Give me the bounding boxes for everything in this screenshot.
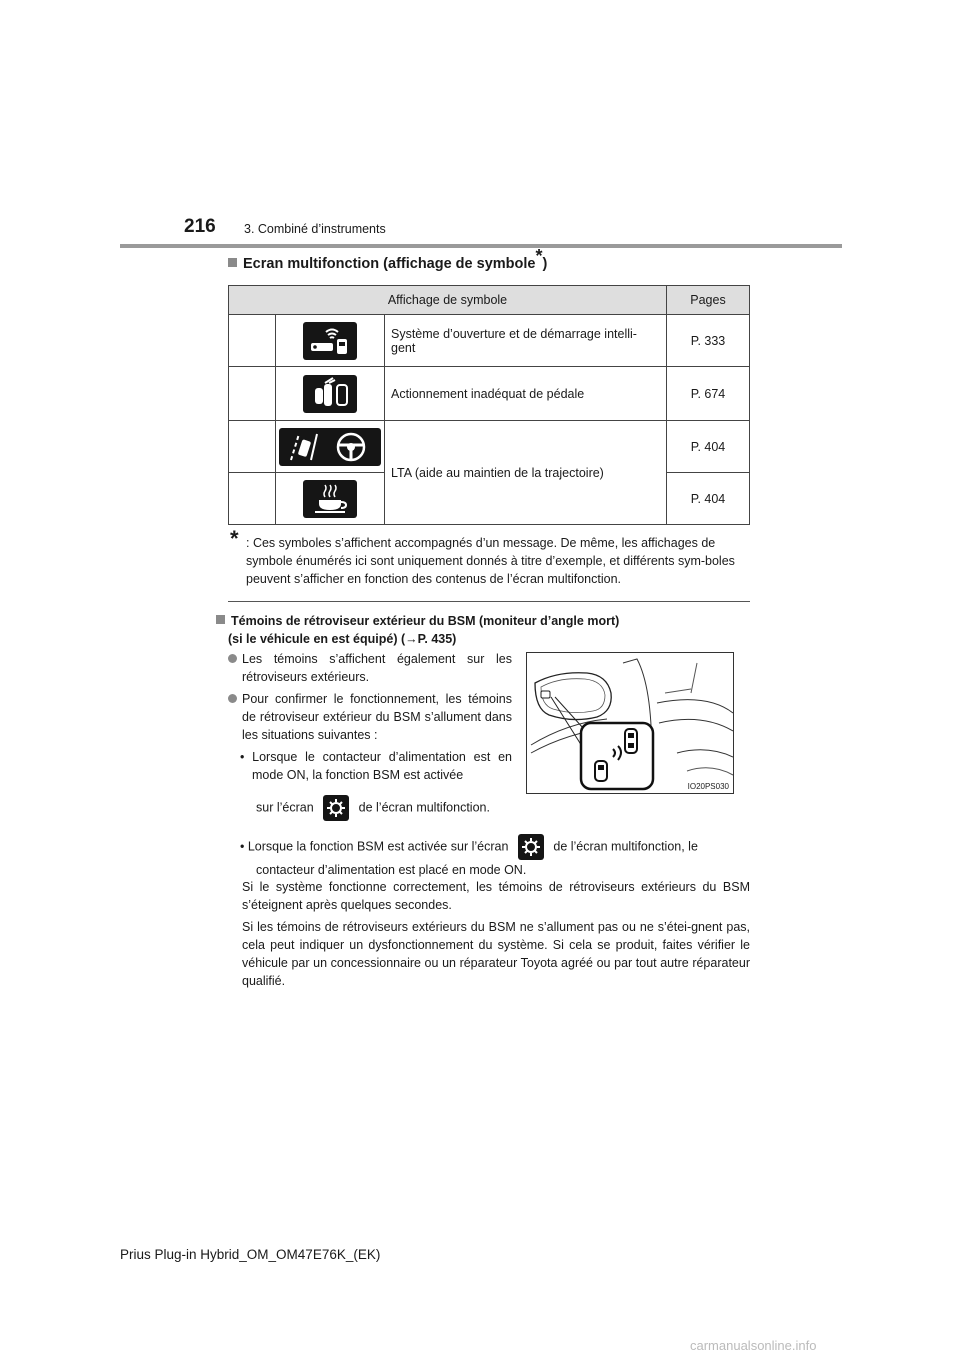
header-rule [120,244,842,248]
col-pages-header: Pages [667,286,750,315]
section-title-bsm: Témoins de rétroviseur extérieur du BSM (moniteur d’angle mort) (si le véhicule en est équipé) (→P. 435) [216,612,756,648]
row-description: LTA (aide au maintien de la trajectoire) [385,421,667,525]
symbol-table [228,285,750,525]
round-bullet-icon [228,654,237,663]
sub-item: • Lorsque la fonction BSM est activée sur l’écran de l’écran multifonction, le [240,834,750,860]
document-footer: Prius Plug-in Hybrid_OM_OM47E76K_(EK) [120,1247,381,1262]
row-page: P. 674 [667,367,750,421]
settings-gear-icon [518,834,544,860]
footnote-text: : Ces symboles s’affichent accompagnés d’un message. De même, les affichages de symbole énumérés ici sont uniquement donnés à titre d’exemple, et différents sym-boles peuvent s’afficher en fonction des contenus de l’écran multifonction. [246,536,735,586]
sub-item-continuation: contacteur d’alimentation est placé en mode ON. [256,863,527,877]
page-reference-link[interactable]: →P. 435) [405,632,457,646]
table-header [229,286,750,315]
paragraph: Si les témoins de rétroviseurs extérieurs du BSM ne s’allument pas ou ne s’étei-gnent pas, cela peut indiquer un dysfonctionnement du système. Si cela se produit, faites vérifier le véhicule par un concessionnaire ou un réparateur Toyota agréé ou par tout autre réparateur qualifié. [242,920,750,988]
col-symbol-header: Affichage de symbole [229,286,667,315]
section-divider [228,601,750,602]
row-page: P. 404 [667,473,750,525]
settings-gear-icon [323,795,349,821]
lane-steering-icon [279,428,381,466]
bullet-item: Pour confirmer le fonctionnement, les témoins de rétroviseur extérieur du BSM s’allument dans les situations suivantes : [228,690,512,744]
chapter-title: 3. Combiné d’instruments [244,222,386,236]
smart-key-icon [303,322,357,360]
bullet-item: Les témoins s’affichent également sur les rétroviseurs extérieurs. [228,650,512,686]
bsm-mirror-illustration [526,652,734,794]
watermark: carmanualsonline.info [690,1338,817,1353]
row-description: Système d’ouverture et de démarrage intelli-gent [385,315,667,367]
pedal-warning-icon [303,375,357,413]
sub-item: • Lorsque le contacteur d’alimentation est en mode ON, la fonction BSM est activée [240,750,512,782]
square-bullet-icon [228,258,237,267]
square-bullet-icon [216,615,225,624]
page-number: 216 [184,216,216,237]
table-row [229,421,750,473]
table-row [229,315,750,367]
coffee-cup-icon [303,480,357,518]
section-title-multifunction: Ecran multifonction (affichage de symbole*) [228,256,547,272]
footnote-star: * [230,526,239,551]
figure-id: IO20PS030 [687,782,729,791]
sub-item-continuation: sur l’écran de l’écran multifonction. [256,795,490,821]
round-bullet-icon [228,694,237,703]
row-page: P. 333 [667,315,750,367]
row-description: Actionnement inadéquat de pédale [385,367,667,421]
table-row [229,367,750,421]
row-page: P. 404 [667,421,750,473]
paragraph: Si le système fonctionne correctement, les témoins de rétroviseurs extérieurs du BSM s’éteignent après quelques secondes. [242,880,750,912]
